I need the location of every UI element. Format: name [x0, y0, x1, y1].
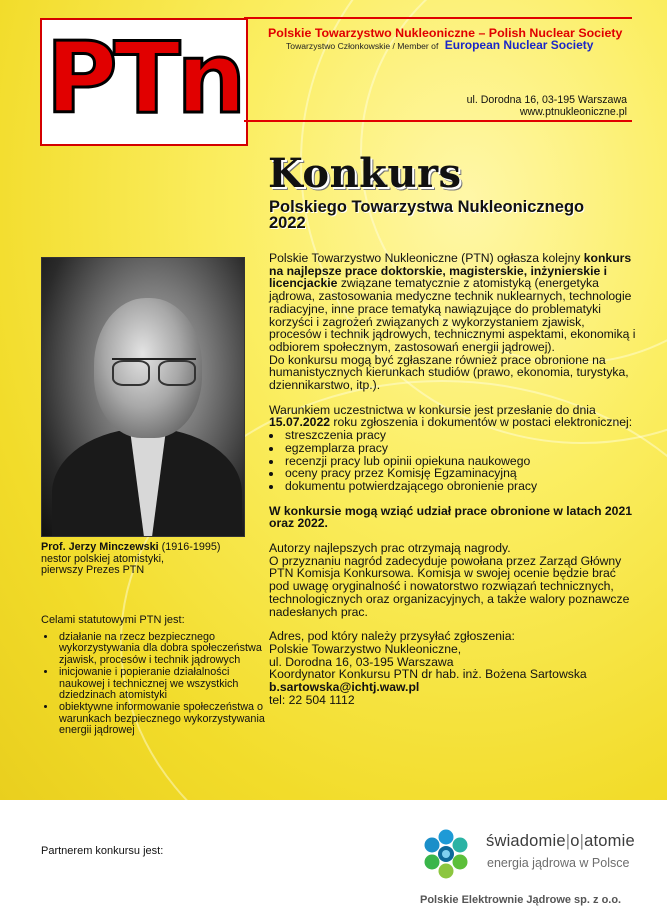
portrait-photo — [41, 257, 245, 537]
logo-text: PTn — [45, 22, 243, 136]
list-item: • dokumentu potwierdzającego obronienie pracy — [283, 480, 639, 493]
intro-text: Polskie Towarzystwo Nukleoniczne (PTN) ogłasza kolejny — [269, 251, 584, 265]
member-prefix: Towarzystwo Członkowskie / Member of — [286, 41, 439, 51]
subtitle-year: 2022 — [269, 214, 306, 232]
address-street: ul. Dorodna 16, 03-195 Warszawa — [269, 654, 454, 669]
org-name: Polskie Towarzystwo Nukleoniczne – Polish Nuclear Society — [268, 26, 623, 40]
humanities-paragraph: Do konkursu mogą być zgłaszane również prace obronione na humanistycznych kierunkach studiów (prawo, ekonomia, turystyka, dziennikarstwo, itp.). — [269, 352, 629, 393]
documents-list — [269, 429, 639, 493]
caption-line: nestor polskiej atomistyki, — [41, 552, 165, 565]
member-org: European Nuclear Society — [444, 38, 594, 52]
address-coordinator: Koordynator Konkursu PTN dr hab. inż. Bożena Sartowska — [269, 667, 587, 682]
brand-word: świadomie — [486, 832, 566, 850]
brand-word: o — [570, 832, 580, 850]
list-item: • działanie na rzecz bezpiecznego wykorzystywania dla dobra społeczeństwa zjawisk, procesów i technik jądrowych — [57, 632, 272, 666]
brand-word: atomie — [584, 832, 635, 850]
caption-name: Prof. Jerzy Minczewski — [41, 541, 159, 553]
caption-line: pierwszy Prezes PTN — [41, 564, 145, 576]
list-item: • egzemplarza pracy — [283, 442, 639, 455]
membership-line — [286, 38, 593, 52]
ptn-logo — [40, 18, 248, 146]
conditions-paragraph — [269, 404, 639, 429]
contact-phone: tel: 22 504 1112 — [269, 692, 355, 707]
jury-paragraph: O przyznaniu nagród zadecyduje powołana przez Zarząd Główny PTN Komisja Konkursowa. Komisja w swojej ocenie będzie brać pod uwagę oryginalność i nowatorstwo rozwiązań technicznych, technologicznych oraz organizacyjnych, a także walory poznawcze nadesłanych prac. — [269, 553, 630, 619]
deadline-date: 15.07.2022 — [269, 415, 330, 430]
cond-text: Warunkiem uczestnictwa w konkursie jest przesłanie do dnia — [269, 402, 596, 417]
address-line: ul. Dorodna 16, 03-195 Warszawa — [466, 94, 627, 106]
intro-paragraph — [269, 252, 639, 354]
contact-email[interactable]: b.sartowska@ichtj.waw.pl — [269, 680, 420, 695]
brand-tagline: energia jądrowa w Polsce — [487, 856, 630, 870]
years-note: W konkursie mogą wziąć udział prace obronione w latach 2021 oraz 2022. — [269, 503, 633, 531]
address-org: Polskie Towarzystwo Nukleoniczne, — [269, 641, 462, 656]
atom-flower-icon — [420, 828, 472, 880]
portrait-glasses — [112, 358, 196, 386]
page-title: Konkurs — [268, 150, 462, 197]
awards-paragraph: Autorzy najlepszych prac otrzymają nagrody. — [269, 541, 511, 556]
cond-text: roku zgłoszenia i dokumentów w postaci elektronicznej: — [330, 415, 633, 430]
main-text — [269, 252, 639, 707]
header-rule-top — [244, 17, 632, 19]
brand-separator: | — [579, 832, 585, 850]
page-subtitle — [269, 199, 649, 231]
header-address — [467, 94, 627, 118]
address-title: Adres, pod który należy przysyłać zgłoszenia: — [269, 629, 515, 644]
intro-text: związane tematycznie z atomistyką (energetyka jądrowa, zastosowania medyczne technik nuklearnych, technologie radiacyjne, inne prace tematyką nawiązujące do problematyki korzyści i zagrożeń związanych z wykorzystaniem zjawisk, procesów i technik jądrowych, technicznymi aspektami, ekonomiką i odbiorem społecznym, zastosowań energii jądrowej). — [269, 276, 636, 354]
list-item: • oceny pracy przez Komisję Egzaminacyjną — [283, 467, 639, 480]
caption-years: (1916-1995) — [158, 541, 221, 553]
goals-title: Celami statutowymi PTN jest: — [41, 614, 185, 626]
subtitle-line: Polskiego Towarzystwa Nukleonicznego — [269, 198, 585, 216]
header-rule-bottom — [244, 120, 632, 122]
list-item: • recenzji pracy lub opinii opiekuna naukowego — [283, 455, 639, 468]
brand-name — [486, 832, 635, 851]
company-name: Polskie Elektrownie Jądrowe sp. z o.o. — [420, 894, 622, 906]
photo-caption — [41, 542, 251, 577]
goals-list — [41, 632, 272, 738]
partner-label: Partnerem konkursu jest: — [41, 845, 164, 857]
list-item: • streszczenia pracy — [283, 429, 639, 442]
list-item: • inicjowanie i popieranie działalności naukowej i technicznej we wszystkich dziedzinach atomistyki — [57, 667, 272, 701]
list-item: • obiektywne informowanie społeczeństwa o warunkach bezpiecznego wykorzystywania energii jądrowej — [57, 702, 272, 736]
website-link[interactable]: www.ptnukleoniczne.pl — [519, 106, 627, 118]
brand-separator: | — [565, 832, 571, 850]
intro-bold: konkurs na najlepsze prace doktorskie, magisterskie, inżynierskie i licencjackie — [269, 251, 632, 291]
